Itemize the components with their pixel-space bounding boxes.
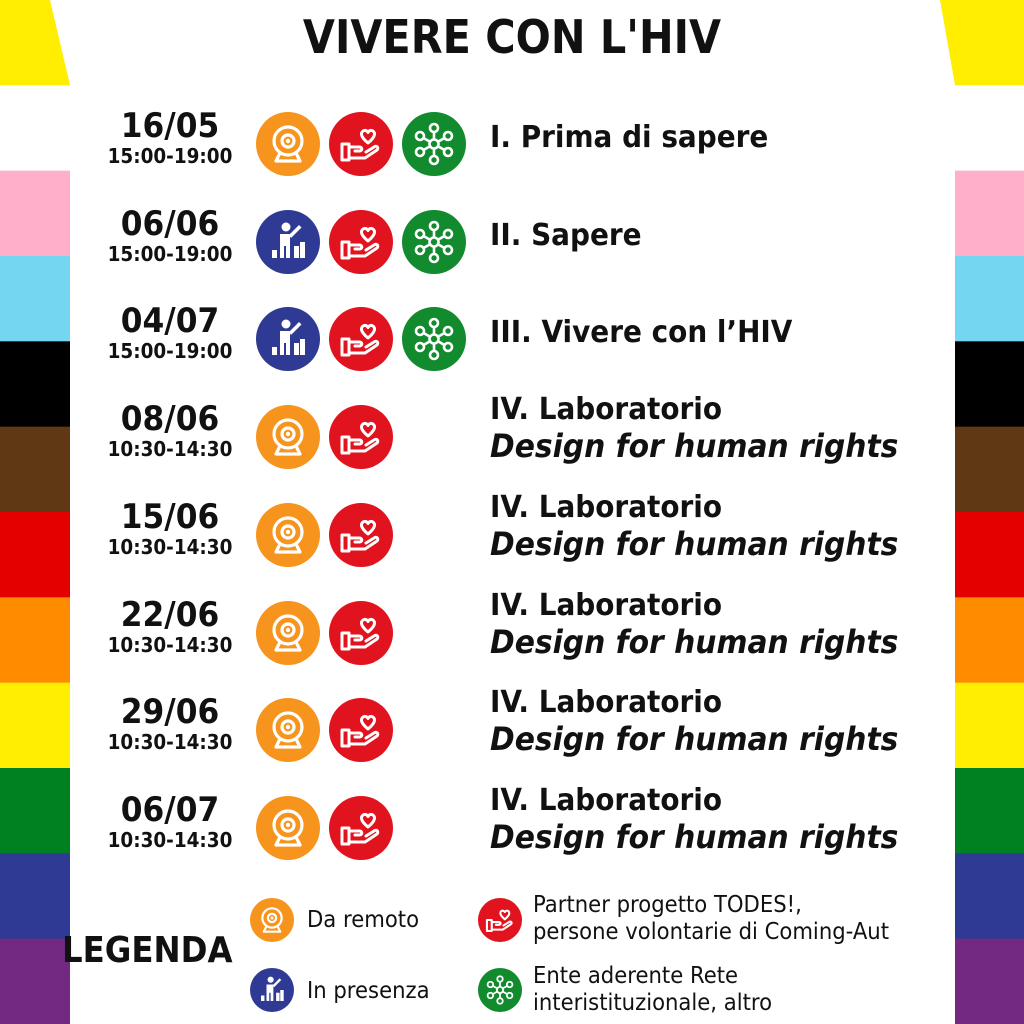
event-title: IV. Laboratorio — [490, 782, 723, 818]
camera-icon — [256, 112, 320, 176]
event-row — [0, 782, 1024, 886]
event-time: 10:30-14:30 — [107, 534, 233, 559]
heart-hand-icon — [329, 210, 393, 274]
event-row — [0, 392, 1024, 495]
event-title: II. Sapere — [490, 217, 642, 253]
event-time: 15:00-19:00 — [107, 241, 233, 266]
event-subtitle: Design for human rights — [490, 427, 899, 466]
legend-presence-icon — [250, 968, 294, 1012]
network-icon — [402, 210, 466, 274]
legend-presenza-label: In presenza — [307, 978, 430, 1004]
event-time: 15:00-19:00 — [107, 339, 233, 364]
event-title: IV. Laboratorio — [490, 685, 723, 721]
person-presence-icon — [256, 210, 320, 274]
legend-rete-label-1: Ente aderente Rete — [533, 963, 739, 989]
heart-hand-icon — [329, 112, 393, 176]
event-row — [0, 106, 1024, 202]
heart-hand-icon — [329, 698, 393, 762]
person-presence-icon — [256, 307, 320, 371]
event-title: IV. Laboratorio — [490, 587, 723, 623]
heart-hand-icon — [329, 601, 393, 665]
legend-title: LEGENDA — [62, 930, 233, 971]
event-date: 06/07 — [120, 789, 220, 830]
event-title: IV. Laboratorio — [490, 489, 723, 525]
network-icon — [402, 307, 466, 371]
event-time: 10:30-14:30 — [107, 827, 233, 852]
event-row — [0, 685, 1024, 788]
legend-partner-label-2: persone volontarie di Coming-Aut — [533, 919, 890, 945]
legend-rete-label-2: interistituzionale, altro — [533, 990, 773, 1016]
camera-icon — [256, 405, 320, 469]
camera-icon — [256, 503, 320, 567]
event-date: 15/06 — [120, 496, 220, 537]
heart-hand-icon — [329, 307, 393, 371]
legend-partner-label-1: Partner progetto TODES!, — [533, 892, 802, 918]
event-date: 16/05 — [120, 106, 220, 146]
event-title: I. Prima di sapere — [490, 120, 769, 155]
event-row — [0, 204, 1024, 300]
legend-camera-icon — [250, 898, 294, 942]
legend-heart-hand-icon — [478, 898, 522, 942]
event-row — [0, 301, 1024, 397]
heart-hand-icon — [329, 405, 393, 469]
event-subtitle: Design for human rights — [490, 524, 899, 563]
network-icon — [402, 112, 466, 176]
page-title: VIVERE CON L'HIV — [302, 10, 722, 64]
camera-icon — [256, 796, 320, 860]
legend-remoto-label: Da remoto — [307, 907, 420, 933]
event-date: 06/06 — [120, 203, 220, 244]
legend-network-icon — [478, 968, 522, 1012]
event-subtitle: Design for human rights — [490, 720, 899, 759]
event-row — [0, 489, 1024, 593]
camera-icon — [256, 601, 320, 665]
event-subtitle: Design for human rights — [490, 817, 899, 856]
event-title: III. Vivere con l’HIV — [490, 315, 793, 351]
event-date: 22/06 — [120, 594, 220, 635]
event-time: 10:30-14:30 — [107, 437, 233, 462]
event-time: 10:30-14:30 — [107, 730, 233, 755]
event-subtitle: Design for human rights — [490, 622, 899, 661]
event-date: 29/06 — [120, 692, 220, 733]
event-row — [0, 587, 1024, 691]
event-date: 04/07 — [120, 301, 220, 342]
heart-hand-icon — [329, 796, 393, 860]
event-title: IV. Laboratorio — [490, 392, 723, 428]
event-date: 08/06 — [120, 399, 220, 440]
camera-icon — [256, 698, 320, 762]
heart-hand-icon — [329, 503, 393, 567]
event-time: 15:00-19:00 — [107, 144, 233, 168]
event-time: 10:30-14:30 — [107, 632, 233, 657]
